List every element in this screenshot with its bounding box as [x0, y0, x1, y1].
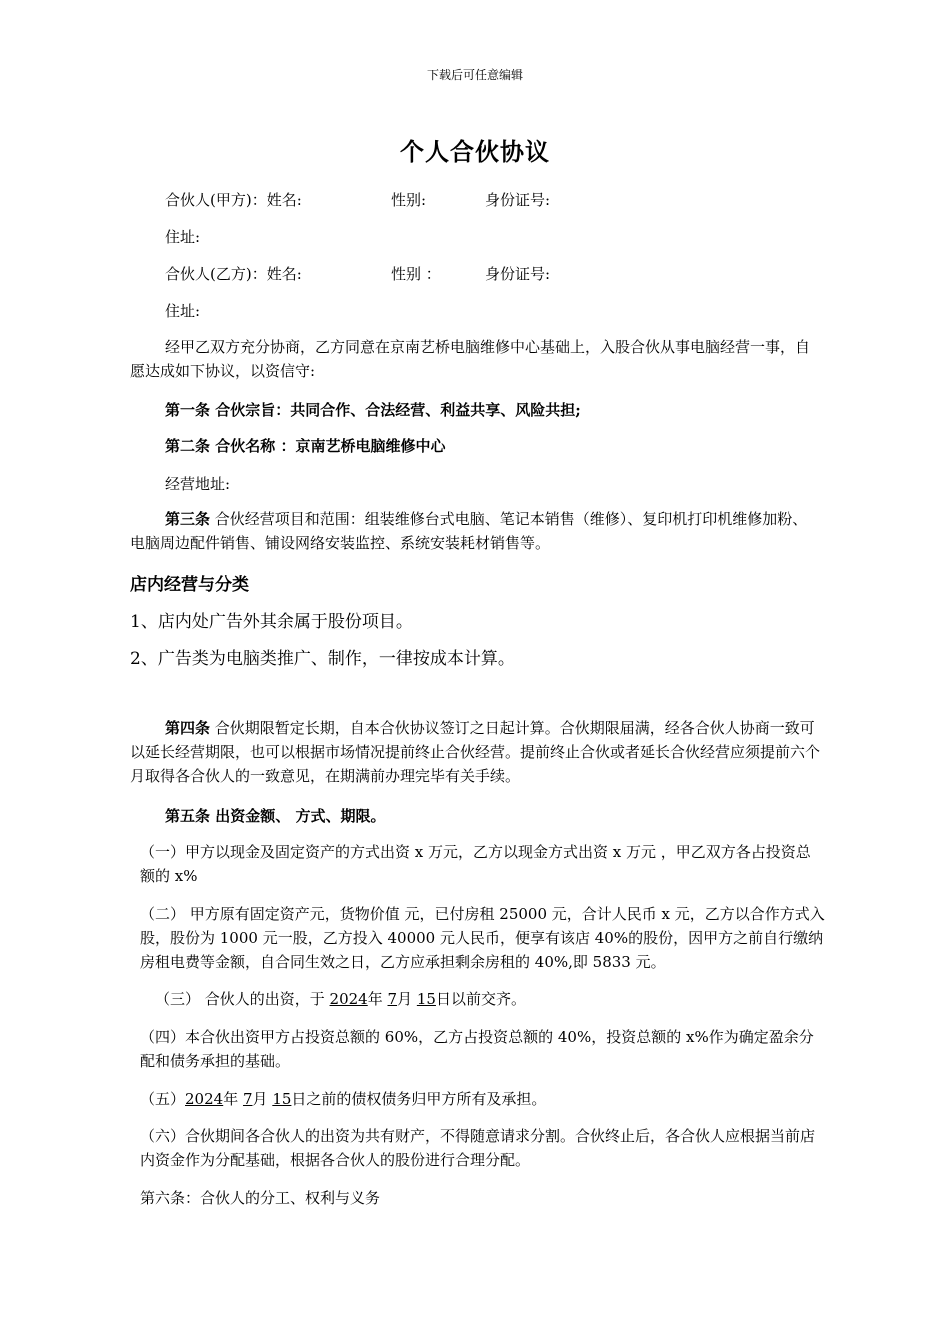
partyB-id-label: 身份证号:	[485, 265, 551, 283]
article-3	[130, 507, 820, 555]
article-3-body: 合伙经营项目和范围：组装维修台式电脑、笔记本销售（维修）、复印机打印机维修加粉、电脑周边配件销售、铺设网络安装监控、系统安装耗材销售等。	[130, 510, 808, 552]
clause-5-year: 2024	[185, 1090, 224, 1108]
partyA-name-label: 合伙人(甲方)：姓名:	[165, 191, 302, 209]
partyB-address-label: 住址:	[165, 302, 201, 320]
clause-4: （四）本合伙出资甲方占投资总额的 60%，乙方占投资总额的 40%，投资总额的 x%作为确定盈余分配和债务承担的基础。	[140, 1028, 814, 1070]
partyB-gender-label: 性别 ：	[391, 265, 441, 283]
partyB-name-label: 合伙人(乙方)：姓名:	[165, 265, 302, 283]
clause-3-month: 7	[387, 990, 398, 1008]
partyA-gender-label: 性别:	[391, 191, 427, 209]
page-title: 个人合伙协议	[400, 137, 550, 166]
clause-3-year: 2024	[329, 990, 368, 1008]
article-5: 第五条 出资金额、 方式、期限。	[165, 807, 386, 825]
section-heading: 店内经营与分类	[130, 575, 249, 595]
business-address-label: 经营地址:	[165, 475, 231, 493]
clause-1: （一）甲方以现金及固定资产的方式出资 x 万元，乙方以现金方式出资 x 万元 ，甲乙双方各占投资总额的 x%	[140, 843, 811, 885]
partyA-id-label: 身份证号:	[485, 191, 551, 209]
clause-5-day: 15	[272, 1090, 292, 1108]
clause-3-day: 15	[416, 990, 436, 1008]
article-1: 第一条 合伙宗旨：共同合作、合法经营、利益共享、风险共担;	[165, 401, 581, 419]
clause-5-month: 7	[242, 1090, 253, 1108]
article-4	[130, 716, 820, 788]
partyA-address-label: 住址:	[165, 228, 201, 246]
section-item-1: 1、店内处广告外其余属于股份项目。	[130, 612, 413, 632]
clause-3: （三） 合伙人的出资，于 2024年 7月 15日以前交齐。	[155, 990, 526, 1008]
clause-6: （六）合伙期间各合伙人的出资为共有财产，不得随意请求分割。合伙终止后，各合伙人应根据当前店内资金作为分配基础，根据各合伙人的股份进行合理分配。	[140, 1127, 816, 1169]
article-4-body: 合伙期限暂定长期，自本合伙协议签订之日起计算。合伙期限届满，经各合伙人协商一致可以延长经营期限，也可以根据市场情况提前终止合伙经营。提前终止合伙或者延长合伙经营应须提前六个月取得各合伙人的一致意见，在期满前办理完毕有关手续。	[130, 719, 821, 785]
clause-5: （五）2024年 7月 15日之前的债权债务归甲方所有及承担。	[140, 1090, 547, 1108]
article-6: 第六条：合伙人的分工、权利与义务	[140, 1189, 381, 1207]
article-4-title: 第四条	[165, 719, 211, 737]
article-3-title: 第三条	[165, 510, 211, 528]
header-note: 下载后可任意编辑	[426, 68, 523, 82]
intro-paragraph: 经甲乙双方充分协商，乙方同意在京南艺桥电脑维修中心基础上，入股合伙从事电脑经营一事，自愿达成如下协议，以资信守:	[130, 338, 811, 380]
section-item-2: 2、广告类为电脑类推广、制作，一律按成本计算。	[130, 649, 515, 669]
article-2: 第二条 合伙名称 ：京南艺桥电脑维修中心	[165, 437, 446, 455]
clause-2: （二） 甲方原有固定资产元，货物价值 元，已付房租 25000 元，合计人民币 x 元，乙方以合作方式入股，股份为 1000 元一股，乙方投入 40000 元人民币，便享有该店 40%的股份，因甲方之前自行缴纳房租电费等金额，自合同生效之日，乙方应承担剩余房租的 40%,即 5833 元。	[140, 905, 825, 971]
